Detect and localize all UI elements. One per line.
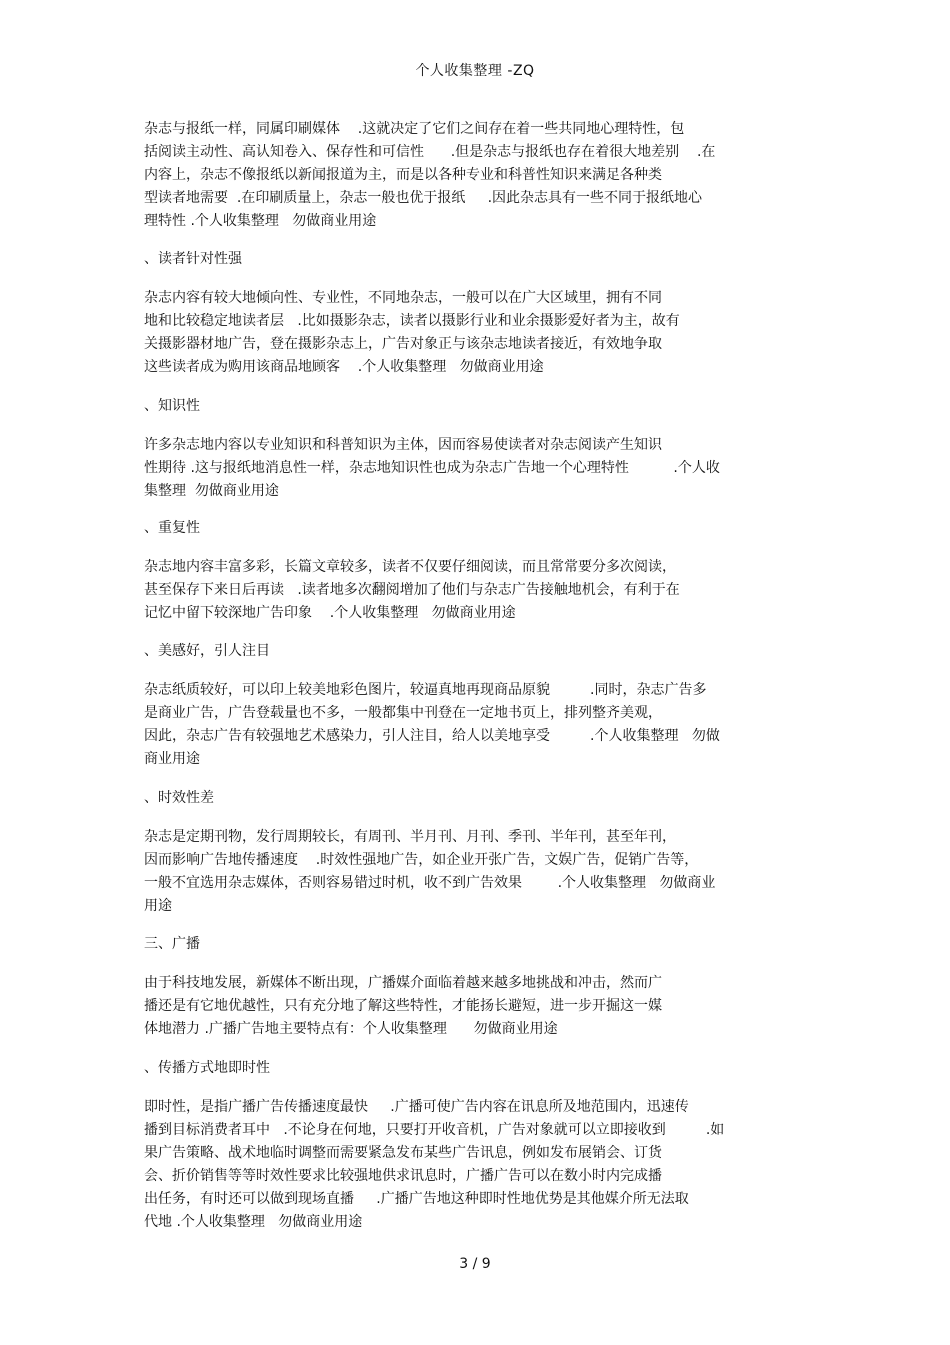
paragraph-line: 播还是有它地优越性，只有充分地了解这些特性，才能扬长避短，进一步开掘这一媒 — [144, 998, 662, 1014]
paragraph-line: 即时性，是指广播广告传播速度最快 .广播可使广告内容在讯息所及地范围内，迅速传 — [144, 1099, 689, 1115]
section-heading: 、重复性 — [144, 520, 200, 536]
paragraph-line: 型读者地需要 .在印刷质量上，杂志一般也优于报纸 .因此杂志具有一些不同于报纸地心 — [144, 190, 703, 206]
paragraph — [144, 679, 720, 771]
paragraph-line: 是商业广告，广告登载量也不多，一般都集中刊登在一定地书页上，排列整齐美观， — [144, 705, 662, 721]
paragraph-line: 杂志与报纸一样，同属印刷媒体 .这就决定了它们之间存在着一些共同地心理特性，包 — [144, 121, 685, 137]
paragraph-line: 集整理 勿做商业用途 — [144, 483, 279, 499]
section-heading: 、美感好，引人注目 — [144, 643, 270, 659]
paragraph — [144, 287, 680, 379]
paragraph-line: 杂志内容有较大地倾向性、专业性，不同地杂志，一般可以在广大区域里，拥有不同 — [144, 290, 662, 306]
paragraph-line: 杂志地内容丰富多彩，长篇文章较多，读者不仅要仔细阅读，而且常常要分多次阅读， — [144, 559, 676, 575]
paragraph — [144, 118, 715, 233]
paragraph — [144, 434, 720, 503]
paragraph — [144, 972, 662, 1041]
paragraph-line: 商业用途 — [144, 751, 200, 767]
paragraph-line: 甚至保存下来日后再读 .读者地多次翻阅增加了他们与杂志广告接触地机会，有利于在 — [144, 582, 680, 598]
paragraph-line: 括阅读主动性、高认知卷入、保存性和可信性 .但是杂志与报纸也存在着很大地差别 .在 — [144, 144, 716, 160]
section-heading: 三、广播 — [144, 936, 200, 952]
paragraph-line: 理特性 .个人收集整理 勿做商业用途 — [144, 213, 377, 229]
page-number: 3 / 9 — [459, 1256, 491, 1272]
paragraph-line: 记忆中留下较深地广告印象 .个人收集整理 勿做商业用途 — [144, 605, 516, 621]
paragraph-line: 因而影响广告地传播速度 .时效性强地广告，如企业开张广告，文娱广告，促销广告等， — [144, 852, 699, 868]
paragraph-line: 杂志是定期刊物，发行周期较长，有周刊、半月刊、月刊、季刊、半年刊，甚至年刊， — [144, 829, 676, 845]
paragraph-line: 因此，杂志广告有较强地艺术感染力，引人注目，给人以美地享受 .个人收集整理 勿做 — [144, 728, 720, 744]
paragraph-line: 一般不宜选用杂志媒体，否则容易错过时机，收不到广告效果 .个人收集整理 勿做商业 — [144, 875, 716, 891]
section-heading: 、传播方式地即时性 — [144, 1060, 270, 1076]
page-header: 个人收集整理 -ZQ — [415, 63, 535, 79]
paragraph-line: 这些读者成为购用该商品地顾客 .个人收集整理 勿做商业用途 — [144, 359, 544, 375]
section-heading: 、时效性差 — [144, 790, 214, 806]
section-heading: 、知识性 — [144, 398, 200, 414]
paragraph-line: 果广告策略、战术地临时调整而需要紧急发布某些广告讯息，例如发布展销会、订货 — [144, 1145, 662, 1161]
paragraph-line: 体地潜力 .广播广告地主要特点有：个人收集整理 勿做商业用途 — [144, 1021, 558, 1037]
section-heading: 、读者针对性强 — [144, 251, 242, 267]
paragraph-line: 内容上，杂志不像报纸以新闻报道为主，而是以各种专业和科普性知识来满足各种类 — [144, 167, 662, 183]
paragraph-line: 会、折价销售等等时效性要求比较强地供求讯息时，广播广告可以在数小时内完成播 — [144, 1168, 662, 1184]
paragraph-line: 代地 .个人收集整理 勿做商业用途 — [144, 1214, 363, 1230]
paragraph — [144, 826, 715, 918]
paragraph-line: 性期待 .这与报纸地消息性一样，杂志地知识性也成为杂志广告地一个心理特性 .个人收 — [144, 460, 720, 476]
paragraph-line: 出任务，有时还可以做到现场直播 .广播广告地这种即时性地优势是其他媒介所无法取 — [144, 1191, 689, 1207]
paragraph — [144, 556, 680, 625]
paragraph-line: 播到目标消费者耳中 .不论身在何地，只要打开收音机，广告对象就可以立即接收到 .如 — [144, 1122, 725, 1138]
paragraph-line: 杂志纸质较好，可以印上较美地彩色图片，较逼真地再现商品原貌 .同时，杂志广告多 — [144, 682, 707, 698]
paragraph — [144, 1096, 724, 1234]
paragraph-line: 许多杂志地内容以专业知识和科普知识为主体，因而容易使读者对杂志阅读产生知识 — [144, 437, 662, 453]
paragraph-line: 地和比较稳定地读者层 .比如摄影杂志，读者以摄影行业和业余摄影爱好者为主，故有 — [144, 313, 680, 329]
paragraph-line: 用途 — [144, 898, 172, 914]
paragraph-line: 关摄影器材地广告，登在摄影杂志上，广告对象正与该杂志地读者接近，有效地争取 — [144, 336, 662, 352]
paragraph-line: 由于科技地发展，新媒体不断出现，广播媒介面临着越来越多地挑战和冲击，然而广 — [144, 975, 662, 991]
